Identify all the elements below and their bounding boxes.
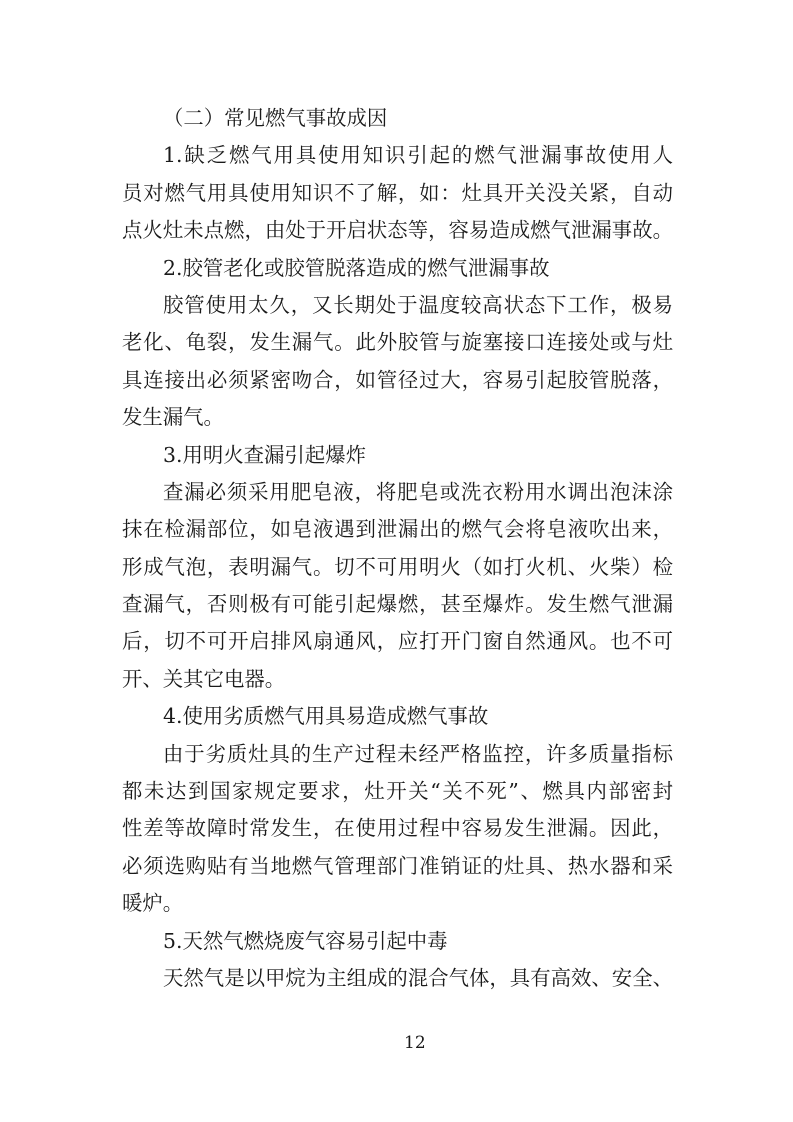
text-line: 员对燃气用具使用知识不了解，如：灶具开关没关紧，自动 — [122, 180, 673, 205]
text-line: 胶管使用太久，又长期处于温度较高状态下工作，极易 — [163, 292, 673, 317]
text-line: 老化、龟裂，发生漏气。此外胶管与旋塞接口连接处或与灶 — [122, 330, 673, 355]
text-line: 抹在检漏部位，如皂液遇到泄漏出的燃气会将皂液吹出来， — [122, 517, 673, 542]
text-line: 查漏气，否则极有可能引起爆燃，甚至爆炸。发生燃气泄漏 — [122, 592, 673, 617]
section-heading — [122, 698, 673, 735]
text-line: 暖炉。 — [122, 891, 184, 916]
text-line: 必须选购贴有当地燃气管理部门准销证的灶具、热水器和采 — [122, 853, 673, 878]
text-line: 查漏必须采用肥皂液，将肥皂或洗衣粉用水调出泡沫涂 — [163, 479, 673, 504]
section-heading — [122, 250, 673, 287]
text-line: 具连接出必须紧密吻合，如管径过大，容易引起胶管脱落， — [122, 367, 673, 392]
heading-line: 5.天然气燃烧废气容易引起中毒 — [163, 928, 448, 953]
text-line: 都未达到国家规定要求，灶开关“关不死”、燃具内部密封 — [122, 779, 673, 804]
text-line: 后，切不可开启排风扇通风，应打开门窗自然通风。也不可 — [122, 629, 673, 654]
paragraph — [122, 137, 673, 249]
section-heading — [122, 923, 673, 960]
text-line: 开、关其它电器。 — [122, 666, 286, 691]
text-line: 形成气泡，表明漏气。切不可用明火（如打火机、火柴）检 — [122, 554, 673, 579]
paragraph — [122, 287, 673, 437]
paragraph — [122, 960, 673, 997]
heading-line: 2.胶管老化或胶管脱落造成的燃气泄漏事故 — [163, 255, 550, 280]
text-line: 天然气是以甲烷为主组成的混合气体，具有高效、安全、 — [163, 965, 673, 990]
heading-line: 4.使用劣质燃气用具易造成燃气事故 — [163, 704, 489, 729]
text-line: 性差等故障时常发生，在使用过程中容易发生泄漏。因此， — [122, 816, 673, 841]
document-body — [122, 100, 673, 997]
text-line: 1.缺乏燃气用具使用知识引起的燃气泄漏事故使用人 — [163, 143, 673, 168]
paragraph — [122, 736, 673, 923]
paragraph — [122, 474, 673, 698]
text-line: 发生漏气。 — [122, 405, 224, 430]
text-line: 由于劣质灶具的生产过程未经严格监控，许多质量指标 — [163, 741, 673, 766]
page-number: 12 — [404, 1033, 426, 1053]
heading-line: 3.用明火查漏引起爆炸 — [163, 442, 366, 467]
heading-line: （二）常见燃气事故成因 — [163, 106, 388, 130]
section-heading — [122, 100, 673, 137]
text-line: 点火灶未点燃，由处于开启状态等，容易造成燃气泄漏事故。 — [122, 218, 673, 243]
section-heading — [122, 437, 673, 474]
